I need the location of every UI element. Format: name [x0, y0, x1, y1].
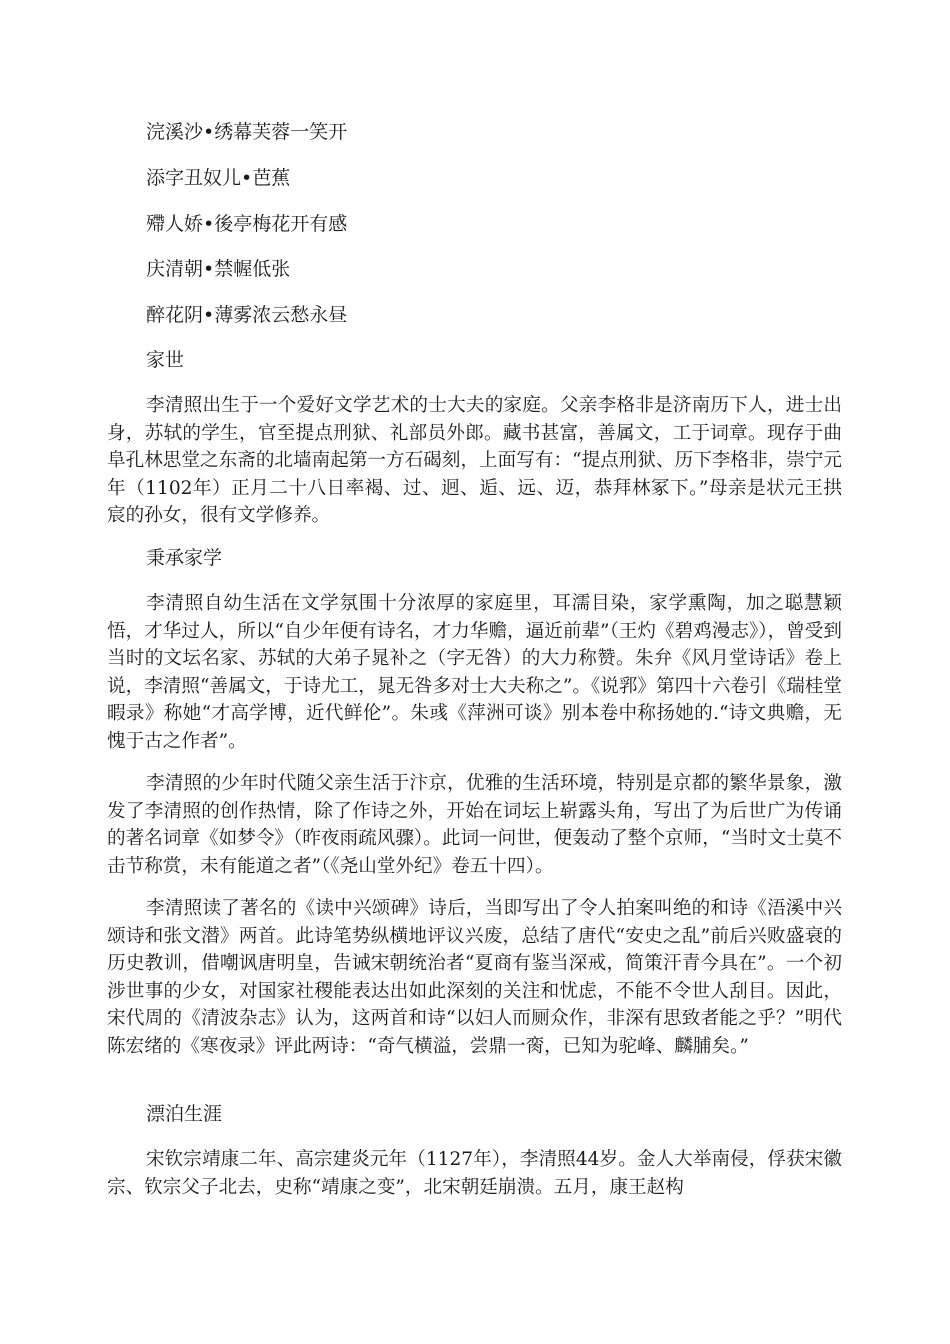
poem-title: 庆清朝•禁幄低张	[146, 258, 291, 280]
section-heading-family: 家世	[146, 349, 185, 371]
section-heading-learning: 秉承家学	[146, 547, 223, 569]
paragraph-learning-2: 李清照的少年时代随父亲生活于汴京，优雅的生活环境，特别是京都的繁华景象，激发了李清照的创作热情，除了作诗之外，开始在词坛上崭露头角，写出了为后世广为传诵的著名词章《如梦令》（昨夜雨疏风骤）。此词一问世，便轰动了整个京师，“当时文士莫不击节称赏，未有能道之者”（《尧山堂外纪》卷五十四）。	[107, 773, 842, 877]
paragraph-learning-3: 李清照读了著名的《读中兴颂碑》诗后，当即写出了令人拍案叫绝的和诗《浯溪中兴颂诗和张文潜》两首。此诗笔势纵横地评议兴废，总结了唐代“安史之乱”前后兴败盛衰的历史教训，借嘲讽唐明皇，告诫宋朝统治者“夏商有鉴当深戒，简策汗青今具在”。一个初涉世事的少女，对国家社稷能表达出如此深刻的关注和忧虑，不能不令世人刮目。因此，宋代周的《清波杂志》认为，这两首和诗“以妇人而厕众作，非深有思致者能之乎？”明代陈宏绪的《寒夜录》评此两诗：“奇气横溢，尝鼎一脔，已知为驼峰、麟脯矣。”	[107, 898, 842, 1057]
poem-title: 添字丑奴儿•芭蕉	[146, 167, 291, 189]
section-heading-wandering: 漂泊生涯	[146, 1103, 223, 1125]
paragraph-wandering: 宋钦宗靖康二年、高宗建炎元年（1127年），李清照44岁。金人大举南侵，俘获宋徽宗、钦宗父子北去，史称“靖康之变”，北宋朝廷崩溃。五月，康王赵构	[107, 1149, 842, 1198]
poem-title: 浣溪沙•绣幕芙蓉一笑开	[146, 121, 348, 143]
paragraph-learning-1: 李清照自幼生活在文学氛围十分浓厚的家庭里，耳濡目染，家学熏陶，加之聪慧颖悟，才华过人，所以“自少年便有诗名，才力华赡，逼近前辈”（王灼《碧鸡漫志》），曾受到当时的文坛名家、苏轼的大弟子晁补之（字无咎）的大力称赞。朱弁《风月堂诗话》卷上说，李清照“善属文，于诗尤工，晁无咎多对士大夫称之”。《说郛》第四十六卷引《瑞桂堂暇录》称她“才高学博，近代鲜伦”。朱彧《萍洲可谈》别本卷中称扬她的.“诗文典赡，无愧于古之作者”。	[107, 593, 842, 752]
poem-title: 醉花阴•薄雾浓云愁永昼	[146, 304, 348, 326]
poem-title: 殢人娇•後亭梅花开有感	[146, 213, 348, 235]
paragraph-family: 李清照出生于一个爱好文学艺术的士大夫的家庭。父亲李格非是济南历下人，进士出身，苏轼的学生，官至提点刑狱、礼部员外郎。藏书甚富，善属文，工于词章。现存于曲阜孔林思堂之东斋的北墙南起第一方石碣刻，上面写有：“提点刑狱、历下李格非，崇宁元年（1102年）正月二十八日率褐、过、迥、逅、远、迈，恭拜林冢下。”母亲是状元王拱宸的孙女，很有文学修养。	[107, 395, 842, 526]
